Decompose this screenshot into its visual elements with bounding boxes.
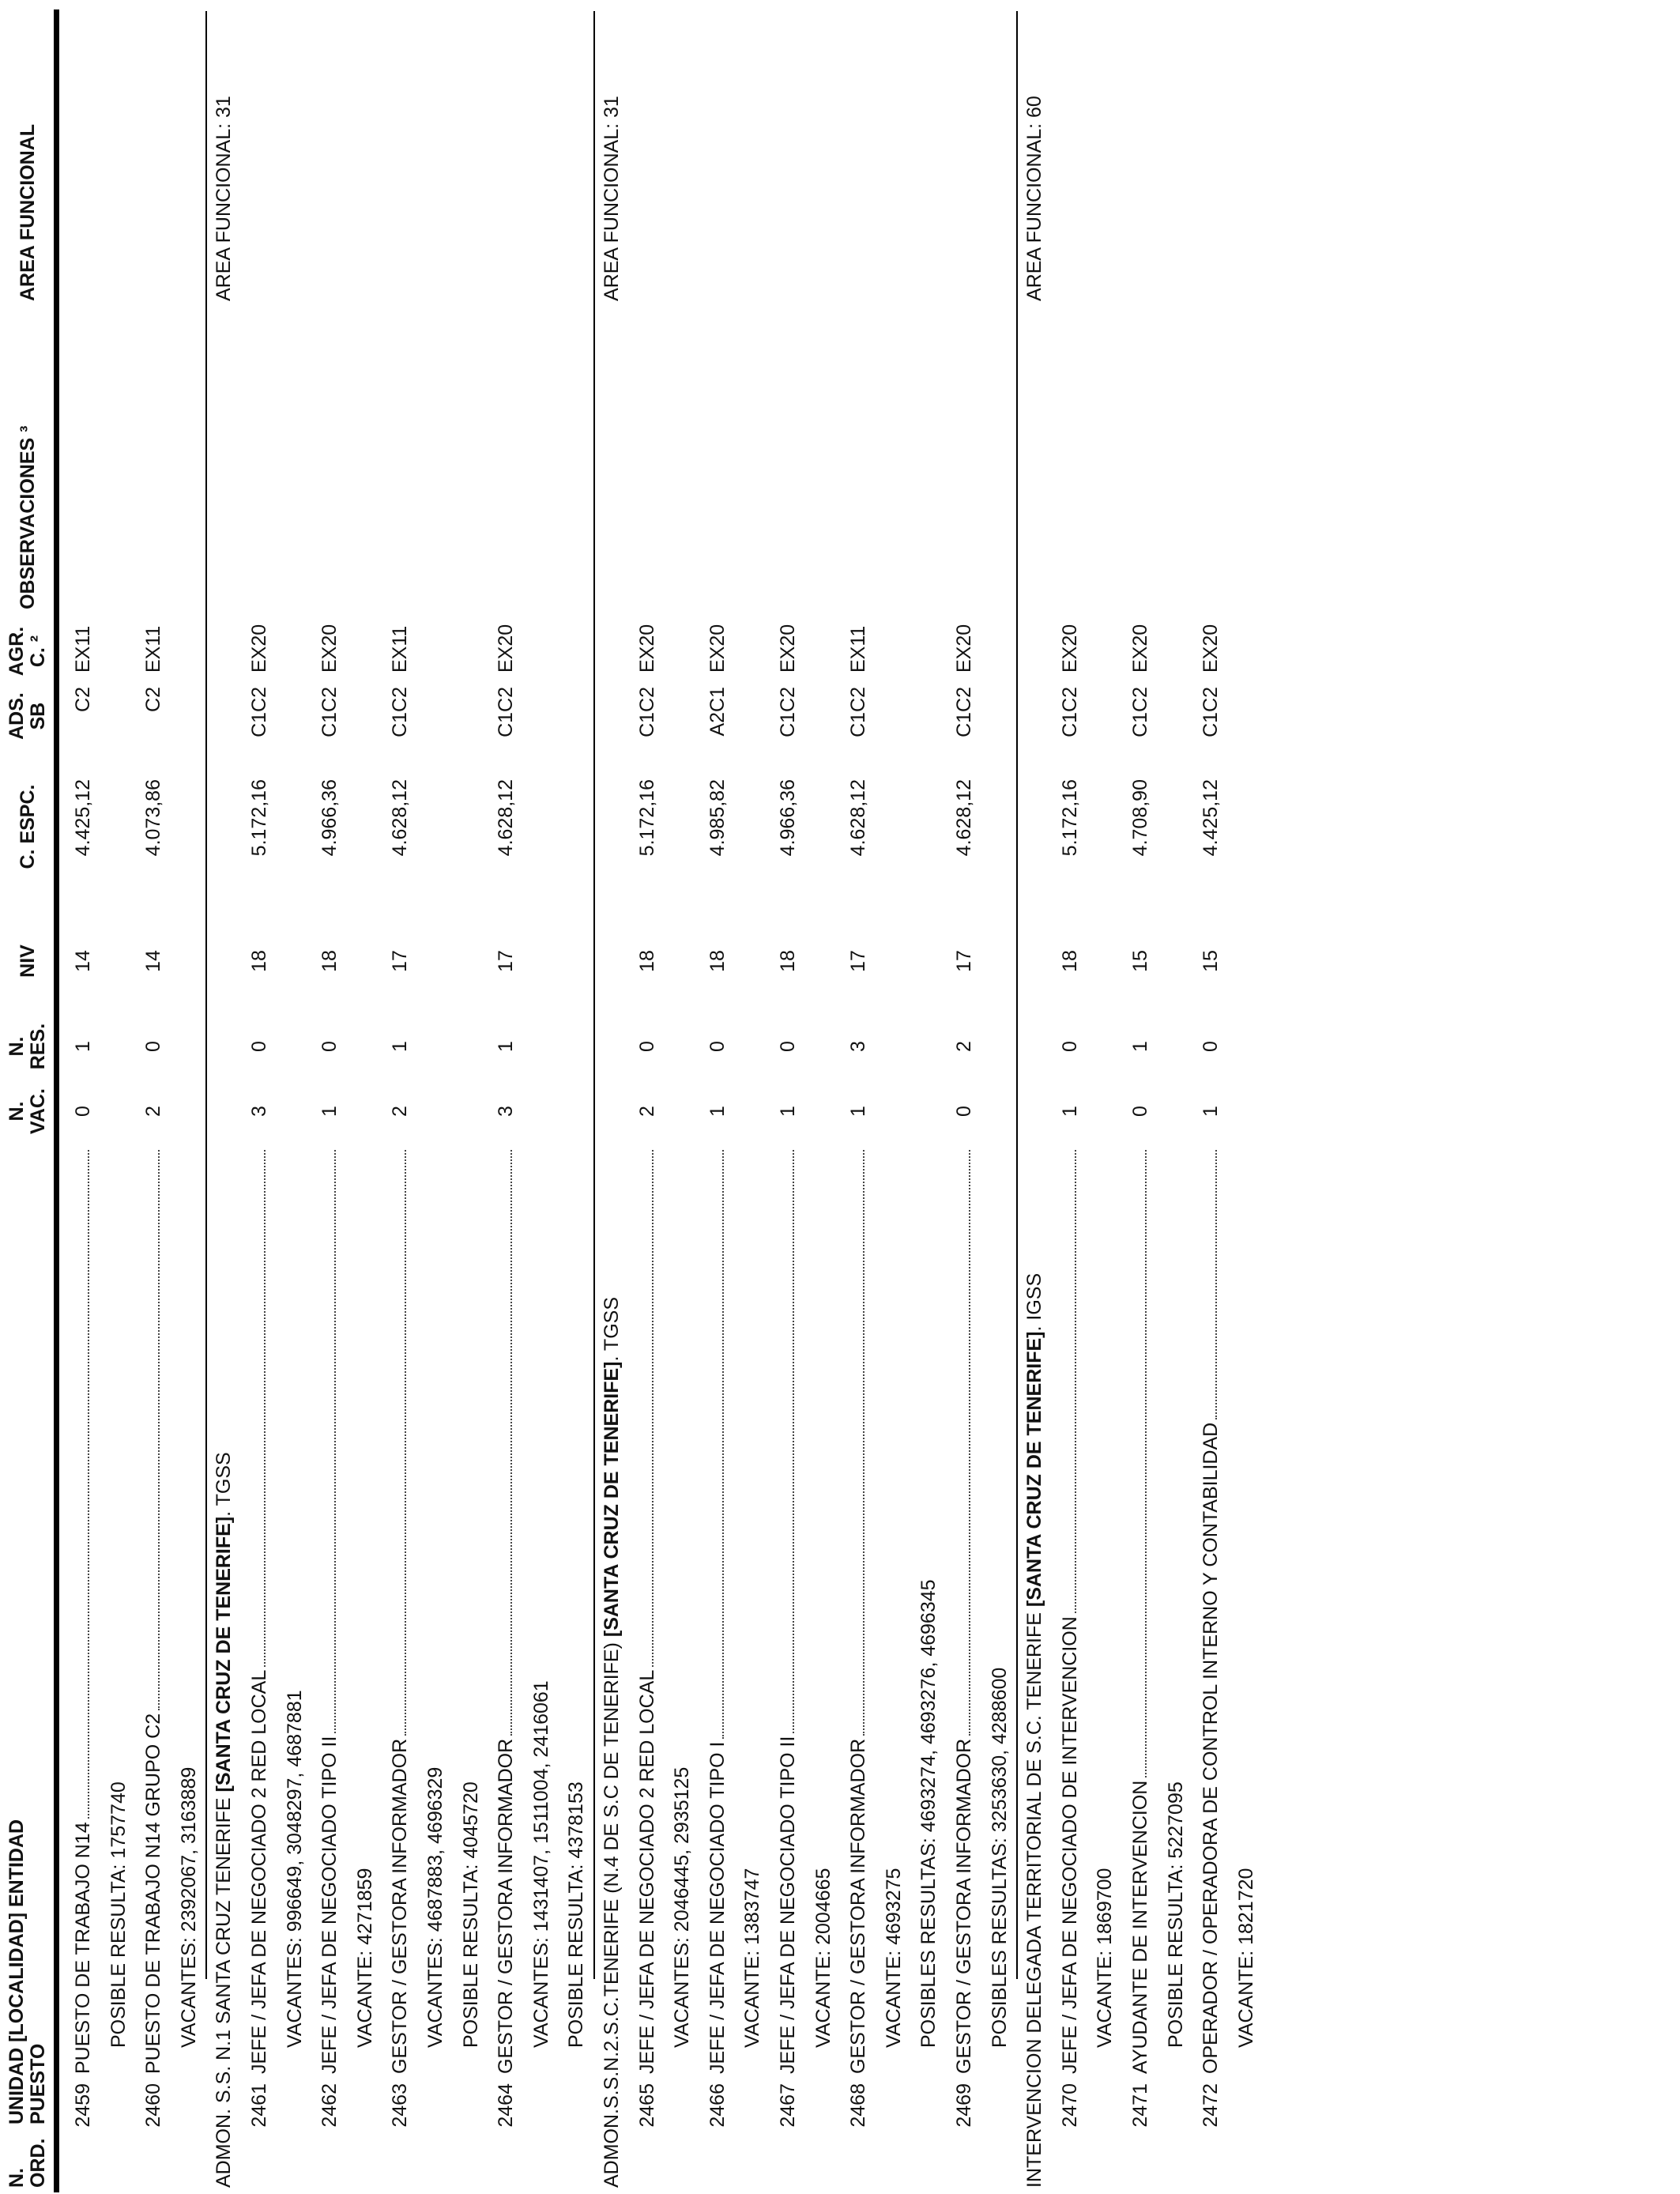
unit-title <box>212 1452 235 2188</box>
n-vac-cell: 1 <box>1200 1106 1222 1117</box>
detail-row <box>525 0 556 2194</box>
n-vac-cell: 2 <box>389 1106 412 1117</box>
c-espc-cell: 4.425,12 <box>1200 779 1222 857</box>
ord-cell: 2461 <box>248 2083 270 2128</box>
ads-sb-cell: C1C2 <box>495 687 518 737</box>
puesto-label: JEFE / JEFA DE NEGOCIADO DE INTERVENCION <box>1058 1616 1081 2074</box>
table-row <box>383 0 415 2194</box>
unit-location: [SANTA CRUZ DE TENERIFE] <box>601 1361 623 1638</box>
n-vac-cell: 0 <box>953 1106 975 1117</box>
puesto-cell <box>141 1145 165 2074</box>
agr-c-cell: EX11 <box>72 625 94 673</box>
unit-header-row <box>595 0 627 2194</box>
c-espc-cell: 4.708,90 <box>1129 779 1151 857</box>
puesto-label: GESTOR / GESTORA INFORMADOR <box>389 1738 412 2074</box>
header-ads-sb <box>6 684 49 748</box>
dot-leader <box>333 1150 336 1733</box>
detail-text: POSIBLE RESULTA: 4045720 <box>459 1781 482 2048</box>
ads-sb-cell: C1C2 <box>847 687 870 737</box>
dot-leader <box>968 1150 970 1736</box>
detail-text: POSIBLE RESULTA: 5227095 <box>1164 1781 1187 2048</box>
ord-cell: 2462 <box>318 2083 341 2128</box>
c-espc-cell: 5.172,16 <box>1058 779 1081 857</box>
unit-entity: . IGSS <box>1023 1272 1046 1332</box>
n-res-cell: 1 <box>1129 1041 1151 1052</box>
header-c-espc: C. ESPC. <box>17 784 39 869</box>
puesto-cell <box>1128 1145 1152 2074</box>
header-rule <box>54 9 59 2192</box>
agr-c-cell: EX11 <box>142 625 165 673</box>
unit-title <box>600 1297 623 2188</box>
niv-cell: 18 <box>635 950 658 972</box>
header-n-vac-line1: N. <box>6 1101 28 1122</box>
header-n-vac-line2: VAC. <box>27 1088 49 1134</box>
agr-c-cell: EX20 <box>706 624 729 673</box>
puesto-label: GESTOR / GESTORA INFORMADOR <box>847 1738 870 2074</box>
header-unidad <box>6 1819 49 2124</box>
puesto-cell <box>846 1145 870 2074</box>
puesto-cell <box>776 1145 800 2074</box>
n-vac-cell: 0 <box>1129 1106 1151 1117</box>
puesto-cell <box>1058 1145 1082 2074</box>
n-vac-cell: 1 <box>318 1106 341 1117</box>
ord-cell: 2471 <box>1129 2083 1151 2128</box>
unit-name: ADMON. S.S. N.1 SANTA CRUZ TENERIFE <box>213 1792 235 2188</box>
dot-leader <box>1215 1150 1217 1419</box>
detail-row <box>1088 0 1120 2194</box>
agr-c-cell: EX20 <box>1129 624 1151 673</box>
n-res-cell: 1 <box>72 1041 94 1052</box>
n-res-cell: 3 <box>847 1041 870 1052</box>
header-ads-line2: SB <box>27 702 49 730</box>
puesto-cell <box>1199 1145 1222 2074</box>
detail-row <box>665 0 697 2194</box>
unit-header-row <box>207 0 239 2194</box>
puesto-cell <box>952 1145 976 2074</box>
table-row <box>1053 0 1085 2194</box>
header-unidad-line1: UNIDAD [LOCALIDAD] ENTIDAD <box>6 1819 28 2124</box>
header-area-funcional: AREA FUNCIONAL <box>17 123 39 301</box>
dot-leader <box>157 1150 160 1710</box>
unit-location: [SANTA CRUZ DE TENERIFE] <box>213 1516 235 1793</box>
n-res-cell: 2 <box>953 1041 975 1052</box>
ord-cell: 2465 <box>635 2083 658 2128</box>
ord-cell: 2466 <box>706 2083 729 2128</box>
puesto-label: PUESTO DE TRABAJO N14 <box>72 1822 94 2074</box>
detail-text: VACANTES: 4687883, 4696329 <box>424 1766 446 2048</box>
niv-cell: 18 <box>1058 950 1081 972</box>
unit-title <box>1023 1273 1046 2188</box>
c-espc-cell: 5.172,16 <box>248 779 270 857</box>
detail-row <box>912 0 944 2194</box>
unit-entity: . TGSS <box>213 1452 235 1517</box>
agr-c-cell: EX20 <box>777 624 799 673</box>
ord-cell: 2464 <box>495 2083 518 2128</box>
puesto-label: JEFE / JEFA DE NEGOCIADO TIPO I <box>706 1741 729 2074</box>
detail-text: VACANTE: 2004665 <box>812 1868 834 2048</box>
ord-cell: 2459 <box>72 2083 94 2128</box>
unit-name: ADMON.S.S.N.2.S.C.TENERIFE (N.4 DE S.C DE TENERIFE) <box>601 1637 623 2188</box>
table-row <box>947 0 979 2194</box>
c-espc-cell: 4.966,36 <box>777 779 799 857</box>
detail-row <box>1230 0 1261 2194</box>
niv-cell: 15 <box>1200 950 1222 972</box>
n-res-cell: 0 <box>777 1041 799 1052</box>
dot-leader <box>862 1150 864 1736</box>
header-n-ord <box>6 2139 49 2188</box>
n-vac-cell: 3 <box>248 1106 270 1117</box>
detail-text: VACANTES: 2046445, 2935125 <box>671 1766 694 2048</box>
detail-row <box>877 0 909 2194</box>
niv-cell: 17 <box>953 950 975 972</box>
detail-row <box>454 0 486 2194</box>
section-rule <box>205 11 207 1979</box>
puesto-cell <box>706 1145 729 2074</box>
unit-entity: . TGSS <box>601 1297 623 1362</box>
agr-c-cell: EX20 <box>635 624 658 673</box>
ads-sb-cell: C1C2 <box>1200 687 1222 737</box>
table-row <box>66 0 98 2194</box>
niv-cell: 17 <box>495 950 518 972</box>
c-espc-cell: 4.985,82 <box>706 779 729 857</box>
section-rule <box>593 11 595 1979</box>
dot-leader <box>87 1150 89 1819</box>
niv-cell: 14 <box>142 950 165 972</box>
n-res-cell: 1 <box>495 1041 518 1052</box>
header-n-vac <box>6 1084 49 1139</box>
ads-sb-cell: C1C2 <box>635 687 658 737</box>
detail-text: POSIBLES RESULTAS: 3253630, 4288600 <box>988 1667 1011 2048</box>
detail-text: VACANTES: 996649, 3048297, 4687881 <box>283 1690 306 2048</box>
dot-leader <box>263 1150 266 1667</box>
n-vac-cell: 1 <box>777 1106 799 1117</box>
niv-cell: 18 <box>318 950 341 972</box>
detail-text: VACANTES: 1431407, 1511004, 2416061 <box>529 1680 552 2048</box>
detail-text: VACANTE: 4271859 <box>353 1868 376 2048</box>
unit-header-row <box>1018 0 1049 2194</box>
header-agr-c <box>6 620 49 683</box>
table-row <box>1124 0 1155 2194</box>
ord-cell: 2472 <box>1200 2083 1222 2128</box>
puesto-label: JEFE / JEFA DE NEGOCIADO 2 RED LOCAL <box>248 1669 270 2074</box>
ads-sb-cell: C2 <box>142 687 165 712</box>
detail-text: VACANTE: 1869700 <box>1094 1868 1117 2048</box>
dot-leader <box>1144 1150 1147 1777</box>
puesto-label: JEFE / JEFA DE NEGOCIADO 2 RED LOCAL <box>635 1669 658 2074</box>
ads-sb-cell: C1C2 <box>777 687 799 737</box>
puesto-cell <box>388 1145 412 2074</box>
header-unidad-line2: PUESTO <box>27 2043 49 2124</box>
puesto-label: PUESTO DE TRABAJO N14 GRUPO C2 <box>142 1713 165 2074</box>
table-row <box>1194 0 1226 2194</box>
agr-c-cell: EX20 <box>953 624 975 673</box>
ads-sb-cell: A2C1 <box>706 687 729 737</box>
agr-c-cell: EX20 <box>318 624 341 673</box>
c-espc-cell: 4.425,12 <box>72 779 94 857</box>
area-funcional-cell: AREA FUNCIONAL: 31 <box>213 96 235 301</box>
detail-row <box>278 0 310 2194</box>
detail-text: VACANTE: 1383747 <box>741 1868 764 2048</box>
agr-c-cell: EX11 <box>389 625 412 673</box>
ads-sb-cell: C1C2 <box>953 687 975 737</box>
detail-text: VACANTE: 4693275 <box>882 1868 905 2048</box>
n-vac-cell: 2 <box>142 1106 165 1117</box>
niv-cell: 18 <box>706 950 729 972</box>
table-row <box>313 0 345 2194</box>
detail-row <box>348 0 380 2194</box>
header-agr-line1: AGR. <box>6 626 28 677</box>
header-agr-line2: C. ² <box>27 635 49 668</box>
c-espc-cell: 4.628,12 <box>953 779 975 857</box>
n-res-cell: 1 <box>389 1041 412 1052</box>
dot-leader <box>721 1150 724 1739</box>
niv-cell: 17 <box>847 950 870 972</box>
n-vac-cell: 3 <box>495 1106 518 1117</box>
detail-text: POSIBLE RESULTA: 4378153 <box>565 1781 588 2048</box>
ads-sb-cell: C1C2 <box>318 687 341 737</box>
c-espc-cell: 4.966,36 <box>318 779 341 857</box>
header-n-res <box>6 1019 49 1074</box>
n-res-cell: 0 <box>706 1041 729 1052</box>
header-n-res-line2: RES. <box>27 1023 49 1070</box>
table-row <box>489 0 521 2194</box>
ord-cell: 2467 <box>777 2083 799 2128</box>
puesto-label: GESTOR / GESTORA INFORMADOR <box>953 1738 975 2074</box>
header-n-ord-line1: N. <box>6 2168 28 2188</box>
dot-leader <box>651 1150 654 1667</box>
niv-cell: 14 <box>72 950 94 972</box>
area-funcional-cell: AREA FUNCIONAL: 60 <box>1023 96 1046 301</box>
detail-text: VACANTES: 2392067, 3163889 <box>177 1766 200 2048</box>
table-row <box>701 0 733 2194</box>
n-vac-cell: 0 <box>72 1106 94 1117</box>
n-vac-cell: 2 <box>635 1106 658 1117</box>
ord-cell: 2460 <box>142 2083 165 2128</box>
table-row <box>771 0 803 2194</box>
dot-leader <box>510 1150 512 1736</box>
c-espc-cell: 5.172,16 <box>635 779 658 857</box>
dot-leader <box>404 1150 406 1736</box>
header-observaciones: OBSERVACIONES ³ <box>17 425 39 609</box>
agr-c-cell: EX20 <box>1058 624 1081 673</box>
ads-sb-cell: C1C2 <box>1058 687 1081 737</box>
n-res-cell: 0 <box>248 1041 270 1052</box>
niv-cell: 17 <box>389 950 412 972</box>
area-funcional-cell: AREA FUNCIONAL: 31 <box>601 96 623 301</box>
c-espc-cell: 4.073,86 <box>142 779 165 857</box>
n-res-cell: 0 <box>1058 1041 1081 1052</box>
ord-cell: 2469 <box>953 2083 975 2128</box>
n-res-cell: 0 <box>318 1041 341 1052</box>
ads-sb-cell: C2 <box>72 687 94 712</box>
n-res-cell: 0 <box>1200 1041 1222 1052</box>
n-vac-cell: 1 <box>1058 1106 1081 1117</box>
puesto-cell <box>247 1145 271 2074</box>
table-row <box>842 0 873 2194</box>
n-vac-cell: 1 <box>706 1106 729 1117</box>
puesto-label: AYUDANTE DE INTERVENCION <box>1129 1780 1151 2074</box>
c-espc-cell: 4.628,12 <box>847 779 870 857</box>
ads-sb-cell: C1C2 <box>389 687 412 737</box>
header-niv: NIV <box>17 944 39 978</box>
section-rule <box>1016 11 1018 1979</box>
agr-c-cell: EX11 <box>847 625 870 673</box>
detail-text: POSIBLE RESULTA: 1757740 <box>107 1781 130 2048</box>
detail-row <box>736 0 767 2194</box>
puesto-cell <box>318 1145 341 2074</box>
detail-row <box>559 0 591 2194</box>
table-row <box>631 0 662 2194</box>
header-ads-line1: ADS. <box>6 692 28 740</box>
detail-text: VACANTE: 1821720 <box>1234 1868 1257 2048</box>
n-res-cell: 0 <box>635 1041 658 1052</box>
n-res-cell: 0 <box>142 1041 165 1052</box>
ads-sb-cell: C1C2 <box>1129 687 1151 737</box>
puesto-label: GESTOR / GESTORA INFORMADOR <box>495 1738 518 2074</box>
puesto-cell <box>71 1145 95 2074</box>
puesto-label: OPERADOR / OPERADORA DE CONTROL INTERNO Y CONTABILIDAD <box>1200 1422 1222 2074</box>
puesto-cell <box>635 1145 659 2074</box>
detail-row <box>419 0 450 2194</box>
niv-cell: 18 <box>777 950 799 972</box>
c-espc-cell: 4.628,12 <box>495 779 518 857</box>
puesto-label: JEFE / JEFA DE NEGOCIADO TIPO II <box>318 1736 341 2074</box>
puesto-cell <box>494 1145 518 2074</box>
niv-cell: 15 <box>1129 950 1151 972</box>
agr-c-cell: EX20 <box>248 624 270 673</box>
ord-cell: 2468 <box>847 2083 870 2128</box>
ord-cell: 2470 <box>1058 2083 1081 2128</box>
dot-leader <box>1074 1150 1076 1613</box>
dot-leader <box>792 1150 794 1733</box>
ord-cell: 2463 <box>389 2083 412 2128</box>
agr-c-cell: EX20 <box>495 624 518 673</box>
detail-row <box>172 0 204 2194</box>
detail-row <box>807 0 838 2194</box>
header-n-ord-line2: ORD. <box>27 2138 49 2188</box>
unit-location: [SANTA CRUZ DE TENERIFE] <box>1023 1331 1046 1608</box>
unit-name: INTERVENCION DELEGADA TERRITORIAL DE S.C. TENERIFE <box>1023 1607 1046 2188</box>
puesto-label: JEFE / JEFA DE NEGOCIADO TIPO II <box>777 1736 799 2074</box>
table-row <box>243 0 274 2194</box>
c-espc-cell: 4.628,12 <box>389 779 412 857</box>
table-row <box>137 0 168 2194</box>
header-n-res-line1: N. <box>6 1036 28 1057</box>
detail-text: POSIBLES RESULTAS: 4693274, 4693276, 4696345 <box>917 1579 940 2048</box>
ads-sb-cell: C1C2 <box>248 687 270 737</box>
detail-row <box>1159 0 1191 2194</box>
detail-row <box>983 0 1015 2194</box>
agr-c-cell: EX20 <box>1200 624 1222 673</box>
detail-row <box>102 0 134 2194</box>
n-vac-cell: 1 <box>847 1106 870 1117</box>
niv-cell: 18 <box>248 950 270 972</box>
